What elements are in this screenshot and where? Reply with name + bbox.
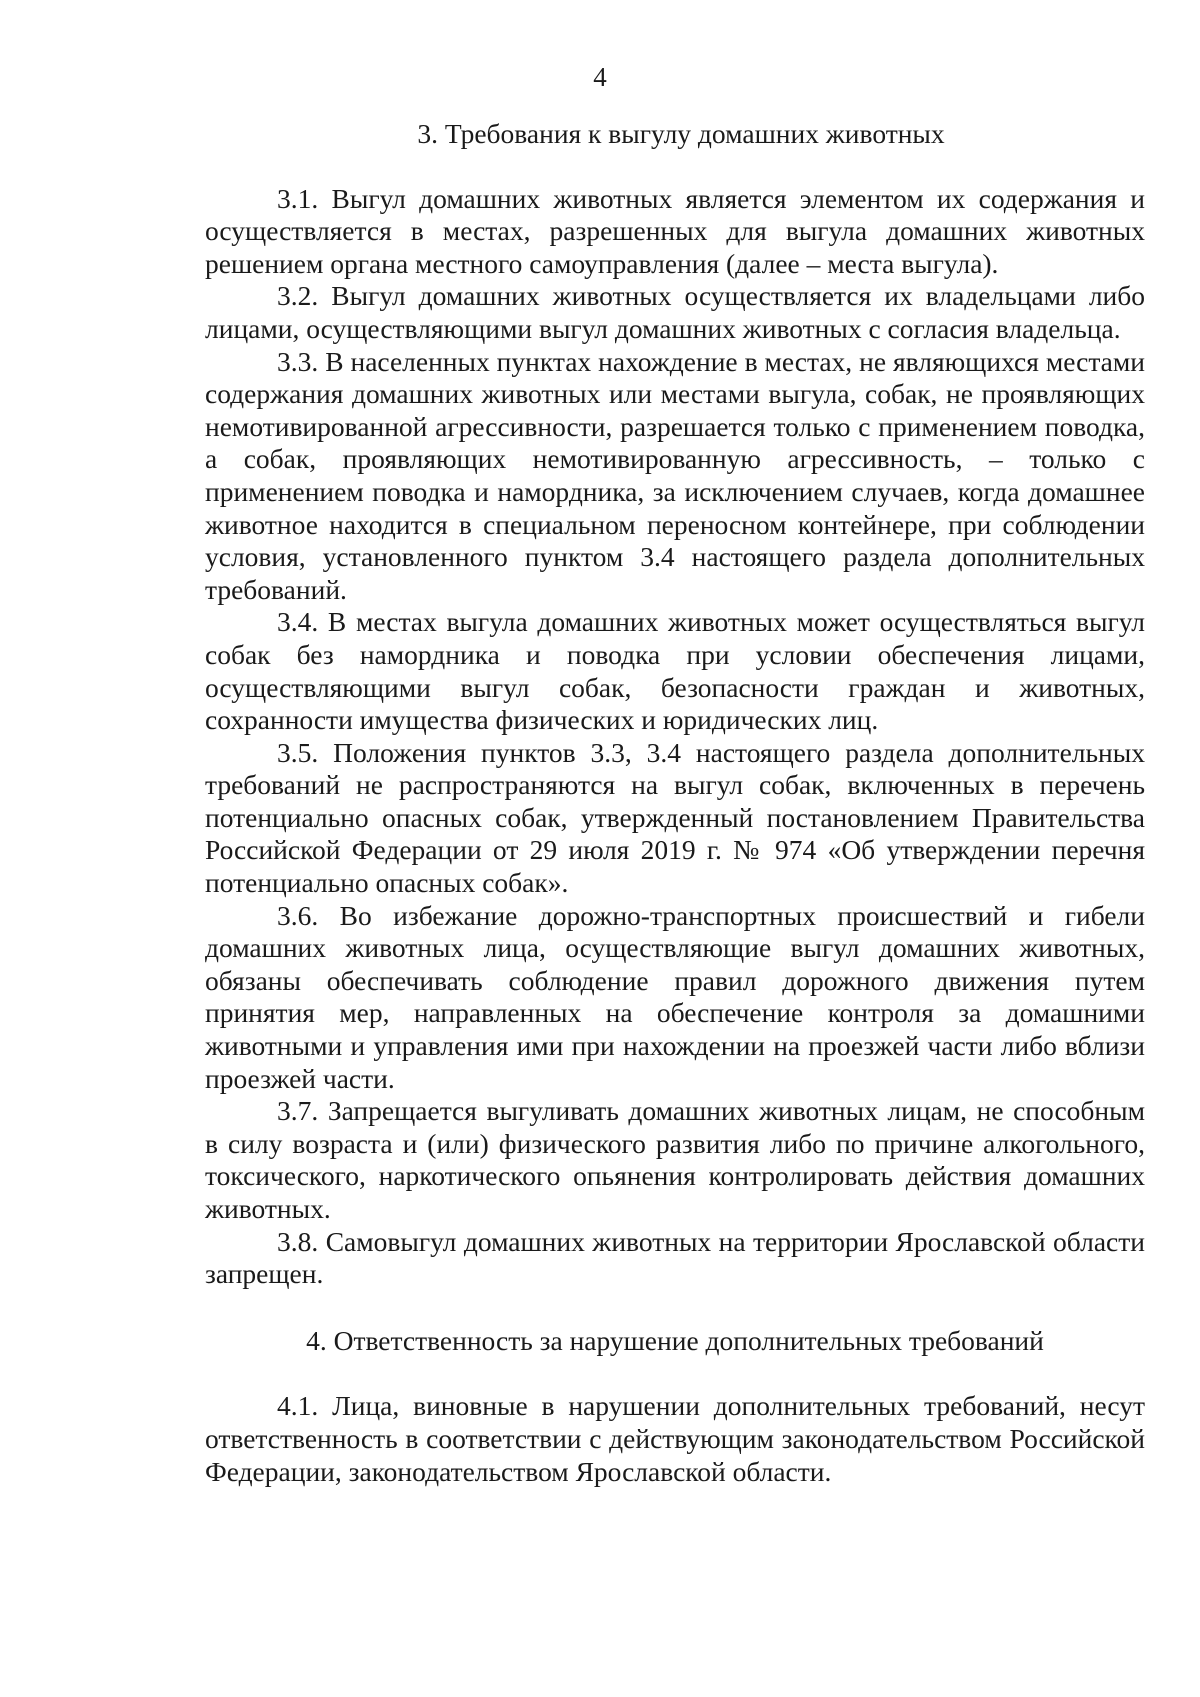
paragraph-3-1: 3.1. Выгул домашних животных является элементом их содержания и осуществляется в местах, разрешенных для выгула домашних животных решением органа местного самоуправления (далее – места выгула). <box>205 182 1145 279</box>
section-3-heading: 3. Требования к выгулу домашних животных <box>417 118 945 149</box>
paragraph-3-4: 3.4. В местах выгула домашних животных может осуществляться выгул собак без намордника и поводка при условии обеспечения лицами, осуществляющими выгул собак, безопасности граждан и животных, сохранности имущества физических и юридических лиц. <box>205 606 1145 736</box>
section-4-heading: 4. Ответственность за нарушение дополнительных требований <box>306 1324 1044 1356</box>
paragraph-3-3: 3.3. В населенных пунктах нахождение в местах, не являющихся местами содержания домашних животных или местами выгула, собак, не проявляющих немотивированной агрессивности, разрешается только с применением поводка, а собак, проявляющих немотивированную агрессивность, – только с применением поводка и намордника, за исключением случаев, когда домашнее животное находится в специальном переносном контейнере, при соблюдении условия, установленного пунктом 3.4 настоящего раздела дополнительных требований. <box>205 345 1145 605</box>
paragraph-3-2: 3.2. Выгул домашних животных осуществляется их владельцами либо лицами, осуществляющими выгул домашних животных с согласия владельца. <box>205 280 1145 344</box>
page-number: 4 <box>593 62 607 92</box>
paragraph-3-5: 3.5. Положения пунктов 3.3, 3.4 настоящего раздела дополнительных требований не распространяются на выгул собак, включенных в перечень потенциально опасных собак, утвержденный постановлением Правительства Российской Федерации от 29 июля 2019 г. № 974 «Об утверждении перечня потенциально опасных собак». <box>205 736 1145 899</box>
paragraph-3-8: 3.8. Самовыгул домашних животных на территории Ярославской области запрещен. <box>205 1225 1145 1290</box>
paragraph-3-7: 3.7. Запрещается выгуливать домашних животных лицам, не способным в силу возраста и (или) физического развития либо по причине алкогольного, токсического, наркотического опьянения контролировать действия домашних животных. <box>205 1095 1145 1224</box>
paragraph-3-6: 3.6. Во избежание дорожно-транспортных происшествий и гибели домашних животных лица, осуществляющие выгул домашних животных, обязаны обеспечивать соблюдение правил дорожного движения путем принятия мер, направленных на обеспечение контроля за домашними животными и управления ими при нахождении на проезжей части либо вблизи проезжей части. <box>205 899 1145 1094</box>
paragraph-4-1: 4.1. Лица, виновные в нарушении дополнительных требований, несут ответственность в соответствии с действующим законодательством Российской Федерации, законодательством Ярославской области. <box>205 1390 1145 1487</box>
document-body <box>205 118 1145 1488</box>
